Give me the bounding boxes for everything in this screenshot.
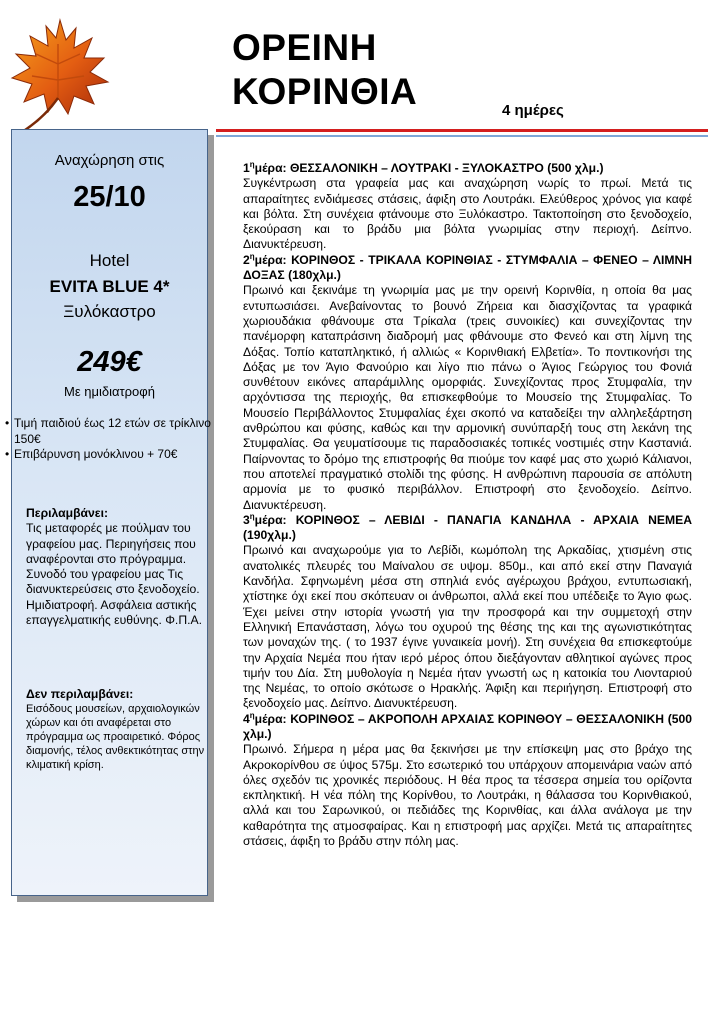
day-heading	[243, 513, 692, 544]
day-text: Πρωινό. Σήμερα η μέρα μας θα ξεκινήσει με την επίσκεψη μας στο βράχο της Ακροκορίνθου σε ύψος 575μ. Στο εσωτερικό του υπάρχουν απομεινάρια ναών από όλες σχεδόν τις χρονικές περιόδους. Η θέα προς τα τέσσερα σημεία του ορίζοντα εκπληκτική. Η νέα πόλη της Κορίνθου, το Λουτράκι, η θάλασσα του Κορινθιακού, αλλά και του Σαρωνικού, οι πεδιάδες της Κορινθίας, και άλλα ανάλογα με την καθαρότητα της ατμοσφαίρας. Και η επιστροφή μας αρχίζει. Μετά τις απαραίτητες στάσεις, άφιξη το βράδυ στην πόλη μας.	[243, 742, 692, 849]
day-number: 4	[243, 711, 250, 726]
board-basis: Με ημιδιατροφή	[64, 384, 155, 399]
includes-text: Τις μεταφορές με πούλμαν του γραφείου μας. Περιηγήσεις που αναφέρονται στο πρόγραμμα. Συνοδό του γραφείου μας Τις διανυκτερεύσεις στο ξενοδοχείο. Ημιδιατροφή. Ασφάλεια αστικής επαγγελματικής ευθύνης. Φ.Π.Α.	[26, 521, 203, 628]
duration-label: 4 ημέρες	[502, 102, 564, 119]
day-number: 1	[243, 161, 250, 175]
day-ordinal: η	[249, 251, 255, 261]
price: 249€	[77, 346, 142, 378]
includes-title: Περιλαμβάνει:	[26, 506, 109, 520]
hotel-name: EVITA BLUE 4*	[49, 277, 170, 296]
info-sidebar	[11, 129, 211, 896]
includes-section	[26, 506, 206, 628]
day-number: 2	[243, 252, 250, 267]
price-notes	[5, 416, 220, 463]
price-note-child: • Τιμή παιδιού έως 12 ετών σε τρίκλινο 150€	[5, 416, 220, 447]
page-title	[232, 26, 417, 114]
day-ordinal: η	[249, 159, 255, 169]
day-heading	[243, 161, 692, 176]
departure-label: Αναχώρηση στις	[54, 152, 165, 169]
title-line-2: ΚΟΡΙΝΘΙΑ	[232, 71, 418, 112]
day-text: Πρωινό και ξεκινάμε τη γνωριμία μας με την ορεινή Κορινθία, η οποία θα μας εντυπωσιάσει. Ανεβαίνοντας το βουνό Ζήρεια και διασχίζοντας τα γραφικά χωριουδάκια φθάνουμε στα Τρίκαλα (τρεις συνοικίες) και συνεχίζοντας την πανέμορφη καταπράσινη διαδρομή μας φθάνουμε στο Φενεό και στη λίμνη της Δόξας. Τοπίο καταπληκτικό, ή αλλιώς « Κορινθιακή Ελβετία». Το ποντικονήσι της Δόξας με τον Άγιο Φανούριο και λίγο πιο πάνω ο Άγιος Γεώργιος του Φονιά συνθέτουν εικόνες απαράμιλλης ομορφιάς. Συνεχίζοντας προς Στυμφαλία, την αρχόντισσα της περιοχής, θα επισκεφθούμε το Μουσείο της Στυμφαλίας. Το Μουσείο Περιβάλλοντος Στυμφαλίας έχει σκοπό να καταδείξει την αλληλεξάρτηση ανθρώπου και φύσης, καθώς και την αρμονική συνύπαρξή τους στη λεκάνη της Στυμφαλίας. Θα γευματίσουμε τις παραδοσιακές τοπικές νοστιμιές στην Καστανιά. Παίρνοντας το δρόμο της επιστροφής θα πιούμε τον καφέ μας στο χωριό Κάλιανοι, που αποτελεί πραγματικό στολίδι της φύσης. Η ανθρώπινη παρουσία σε απόλυτη αρμονία με το φυσικό περιβάλλον. Επιστροφή στο ξενοδοχείο. Δείπνο. Διανυκτέρευση.	[243, 283, 692, 512]
red-divider	[216, 129, 708, 132]
day-title: μέρα: ΘΕΣΣΑΛΟΝΙΚΗ – ΛΟΥΤΡΑΚΙ - ΞΥΛΟΚΑΣΤΡΟ (500 χλμ.)	[254, 161, 604, 175]
day-text: Συγκέντρωση στα γραφεία μας και αναχώρηση νωρίς το πρωί. Μετά τις απαραίτητες ενδιάμεσες στάσεις, άφιξη στο Λουτράκι. Ελεύθερος χρόνος για καφέ και βόλτα. Στη συνέχεια φτάνουμε στο Ξυλόκαστρο. Τακτοποίηση στο ξενοδοχείο, ξεκούραση και το βράδυ μια βόλτα γνωριμίας στην περιοχή. Δείπνο. Διανυκτέρευση.	[243, 176, 692, 252]
day-title: μέρα: ΚΟΡΙΝΘΟΣ – ΑΚΡΟΠΟΛΗ ΑΡΧΑΙΑΣ ΚΟΡΙΝΘΟΥ – ΘΕΣΣΑΛΟΝΙΚΗ (500 χλμ.)	[243, 711, 692, 741]
departure-date: 25/10	[73, 181, 146, 213]
day-ordinal: η	[249, 710, 255, 720]
excludes-title: Δεν περιλαμβάνει:	[26, 687, 134, 701]
day-title: μέρα: ΚΟΡΙΝΘΟΣ – ΛΕΒΙΔΙ - ΠΑΝΑΓΙΑ ΚΑΝΔΗΛΑ - ΑΡΧΑΙΑ ΝΕΜΕΑ (190χλμ.)	[243, 512, 692, 543]
price-note-single: • Επιβάρυνση μονόκλινου + 70€	[5, 447, 220, 463]
day-heading	[243, 712, 692, 743]
excludes-text: Εισόδους μουσείων, αρχαιολογικών χώρων και ότι αναφέρεται στο πρόγραμμα ως προαιρετικό. Φόρος διαμονής, τέλος ανθεκτικότητας στην κλιματική κρίση.	[26, 703, 205, 772]
title-line-1: ΟΡΕΙΝΗ	[232, 27, 377, 68]
day-text: Πρωινό και αναχωρούμε για το Λεβίδι, κωμόπολη της Αρκαδίας, χτισμένη στις ανατολικές πλευρές του Μαίναλου σε υψομ. 850μ., και από εκεί στην Παναγιά Κανδήλα. Σφηνωμένη μέσα στη σπηλιά ενός αγέρωχου βράχου, εντυπωσιακή, χτίστηκε όχι εκεί που σκόπευαν οι άνθρωποι, αλλά εκεί που υπέδειξε το Άγιο φως. Έχει μείνει στην ιστορία γνωστή για την προσφορά και την συμμετοχή στην Ελληνική Επανάσταση, λόγω του οχυρού της θέσης της και της αγωνιστικότητας των μοναχών της. ( το 1937 έγινε γυναικεία μονή). Στη συνέχεια θα επισκεφτούμε την Αρχαία Νεμέα που ήταν ιερό μέρος όπου διεξάγονταν αθλητικοί αγώνες προς τιμήν του Δία. Στη μυθολογία η Νεμέα ήταν γνωστή ως η κατοικία του Λιονταριού της Νεμέας, το οποίο σκότωσε ο Ηρακλής. Άφιξη και περιήγηση. Επιστροφή στο ξενοδοχείο μας. Δείπνο. Διανυκτέρευση.	[243, 543, 692, 711]
itinerary	[243, 161, 692, 849]
hotel-town: Ξυλόκαστρο	[63, 302, 156, 321]
hotel-label: Hotel	[89, 251, 130, 270]
day-title: μέρα: ΚΟΡΙΝΘΟΣ - ΤΡΙΚΑΛΑ ΚΟΡΙΝΘΙΑΣ - ΣΤΥΜΦΑΛΙΑ – ΦΕΝΕΟ – ΛΙΜΝΗ ΔΟΞΑΣ (180χλμ.)	[243, 252, 692, 283]
excludes-section	[26, 687, 206, 772]
blue-divider	[216, 135, 708, 137]
maple-leaf-icon	[4, 14, 112, 134]
day-ordinal: η	[249, 511, 255, 521]
day-heading	[243, 253, 692, 284]
day-number: 3	[243, 512, 250, 527]
